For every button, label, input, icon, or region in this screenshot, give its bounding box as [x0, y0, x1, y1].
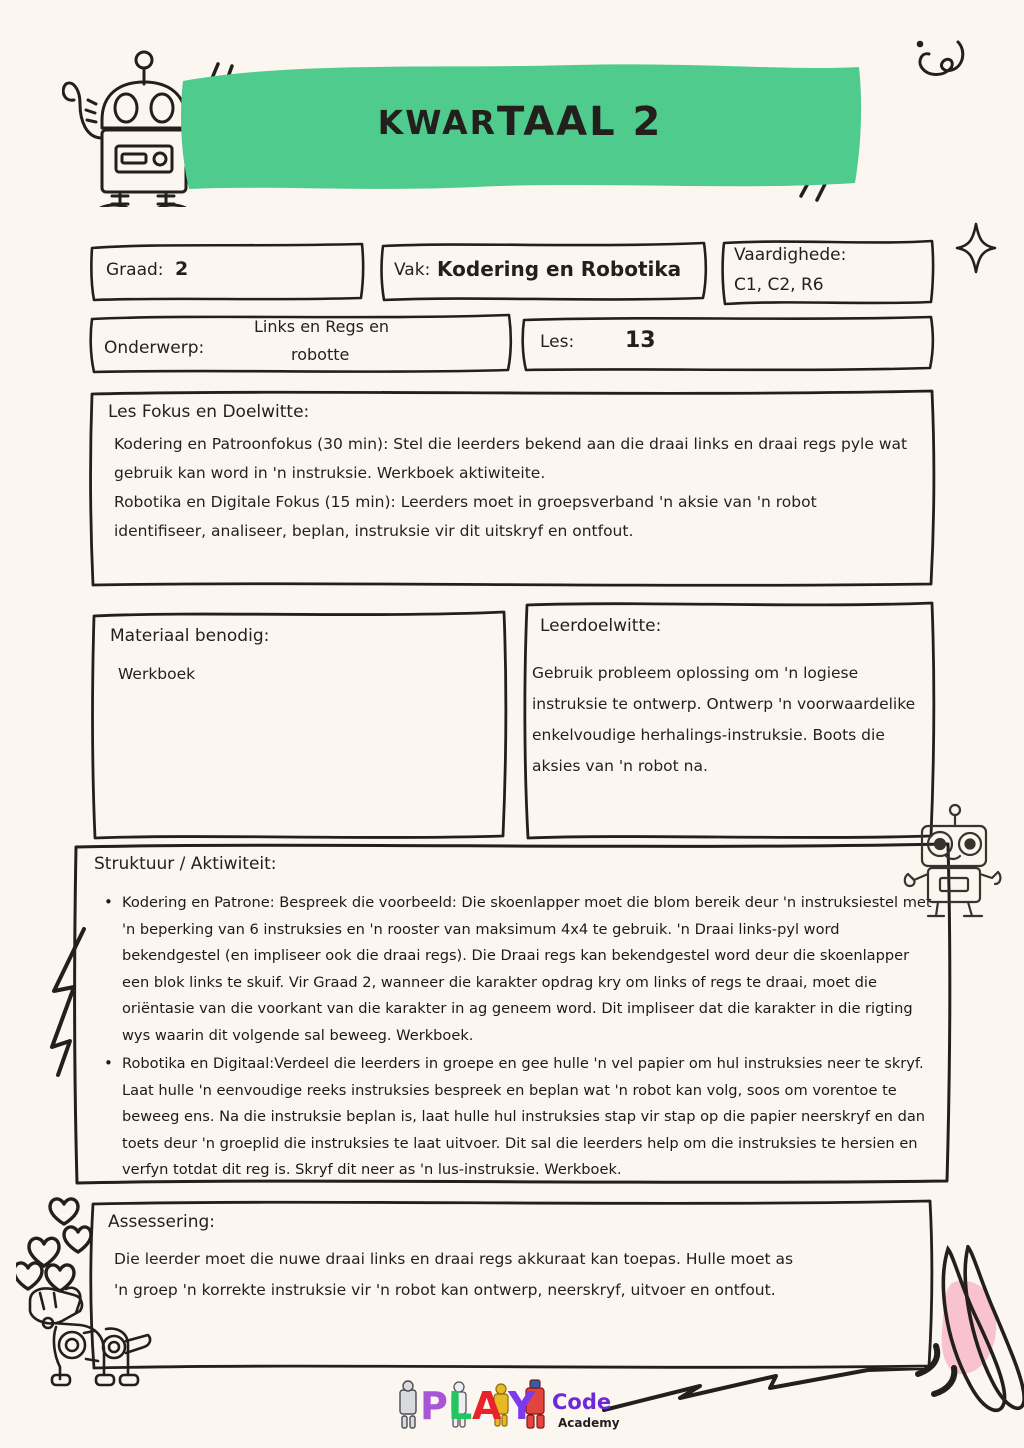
les-fokus-heading: Les Fokus en Doelwitte: — [108, 402, 310, 422]
page-title — [175, 55, 865, 195]
field-vak — [378, 240, 708, 302]
materiaal-heading: Materiaal benodig: — [110, 626, 270, 646]
vak-label: Vak: — [394, 260, 431, 280]
materiaal-body — [118, 660, 488, 689]
list-item: • Kodering en Patrone: Bespreek die voorbeeld: Die skoenlapper moet die blom bereik deur 'n instruksiestel met 'n beperking van 6 instruksies en 'n rooster van maksimum 4x4 te gebruik. 'n Draai links-pyl word bekendgestel (en impliseer ook die draai regs). Die Draai regs kan bekendgestel word deur die skoenlapper een blok links te skuif. Vir Graad 2, wanneer die karakter opdrag kry om links of regs te draai, moet die oriëntasie van die voorkant van die karakter in ag geneem word. Dit impliseer dat die karakter in die rigting wys waarin dit volgende sal beweeg. Werkboek. — [102, 890, 938, 1049]
zigzag-doodle — [600, 1368, 930, 1418]
field-vaardighede — [720, 238, 935, 306]
assessering-heading: Assessering: — [108, 1212, 215, 1232]
logo-academy-text: Academy — [558, 1416, 620, 1430]
graad-value: 2 — [175, 258, 189, 280]
logo-letter-L: L — [448, 1384, 473, 1428]
struktuur-list — [102, 890, 938, 1186]
section-les-fokus — [88, 388, 936, 588]
section-assessering — [88, 1198, 934, 1370]
page-title-part1: KWAR — [377, 102, 498, 142]
les-fokus-paragraph: Kodering en Patroonfokus (30 min): Stel die leerders bekend aan die draai links en draai regs pyle wat gebruik kan word in 'n instruksie. Werkboek aktiwiteite. — [114, 435, 908, 482]
field-onderwerp — [88, 312, 513, 374]
field-les — [520, 314, 935, 372]
materiaal-item: Werkboek — [118, 665, 196, 683]
assessering-body: Die leerder moet die nuwe draai links en draai regs akkuraat kan toepas. Hulle moet as 'n groep 'n korrekte instruksie vir 'n robot kan ontwerp, neerskryf, uitvoer en ontfout. — [114, 1250, 794, 1299]
page-title-part2: TAAL 2 — [497, 99, 663, 145]
sparkle-doodle — [955, 222, 997, 274]
les-value: 13 — [625, 328, 656, 353]
onderwerp-label: Onderwerp: — [104, 338, 205, 358]
ribbon-doodle — [930, 1245, 1024, 1420]
les-fokus-paragraph: Robotika en Digitale Fokus (15 min): Leerders moet in groepsverband 'n aksie van 'n robot identifiseer, analiseer, beplan, instruksie vir dit uitskryf en ontfout. — [114, 493, 817, 540]
vaardighede-value: C1, C2, R6 — [734, 275, 824, 295]
logo-letter-A: A — [472, 1384, 502, 1428]
onderwerp-value-line2: robotte — [291, 345, 350, 364]
logo-code-text: Code — [552, 1390, 612, 1414]
vaardighede-label: Vaardighede: — [734, 245, 847, 265]
leerdoelwitte-heading: Leerdoelwitte: — [540, 616, 662, 636]
leerdoelwitte-body: Gebruik probleem oplossing om 'n logiese instruksie te ontwerp. Ontwerp 'n voorwaardelike enkelvoudige herhalings-instruksie. Boots die aksies van 'n robot na. — [532, 664, 916, 775]
list-item: • Robotika en Digitaal:Verdeel die leerders in groepe en gee hulle 'n vel papier om hul instruksies neer te skryf. Laat hulle 'n eenvoudige reeks instruksies bespreek en beplan wat 'n robot kan volg, soos om vorentoe te beweeg ens. Na die instruksie beplan is, laat hulle hul instruksies stap vir stap op die papier neerskryf en dan toets deur 'n groeplid die instruksies te laat uitvoer. Dit sal die leerders help om die instruksies te hersien en verfyn totdat dit reg is. Skryf dit neer as 'n lus-instruksie. Werkboek. — [102, 1051, 938, 1184]
section-leerdoelwitte — [522, 600, 936, 840]
section-struktuur — [72, 840, 952, 1185]
onderwerp-value-line1: Links en Regs en — [254, 317, 390, 336]
les-label: Les: — [540, 332, 575, 352]
logo-letter-Y: Y — [508, 1384, 536, 1428]
graad-label: Graad: — [106, 260, 164, 280]
section-materiaal — [90, 608, 508, 840]
field-graad — [88, 240, 366, 302]
logo-letter-P: P — [420, 1384, 448, 1428]
vak-value: Kodering en Robotika — [437, 257, 682, 281]
pink-blob-doodle — [928, 1278, 1006, 1380]
les-fokus-body — [114, 430, 912, 546]
swirl-doodle — [908, 32, 970, 88]
footer-logo — [396, 1376, 626, 1438]
quarter-banner — [175, 55, 865, 195]
struktuur-heading: Struktuur / Aktiwiteit: — [94, 854, 277, 874]
